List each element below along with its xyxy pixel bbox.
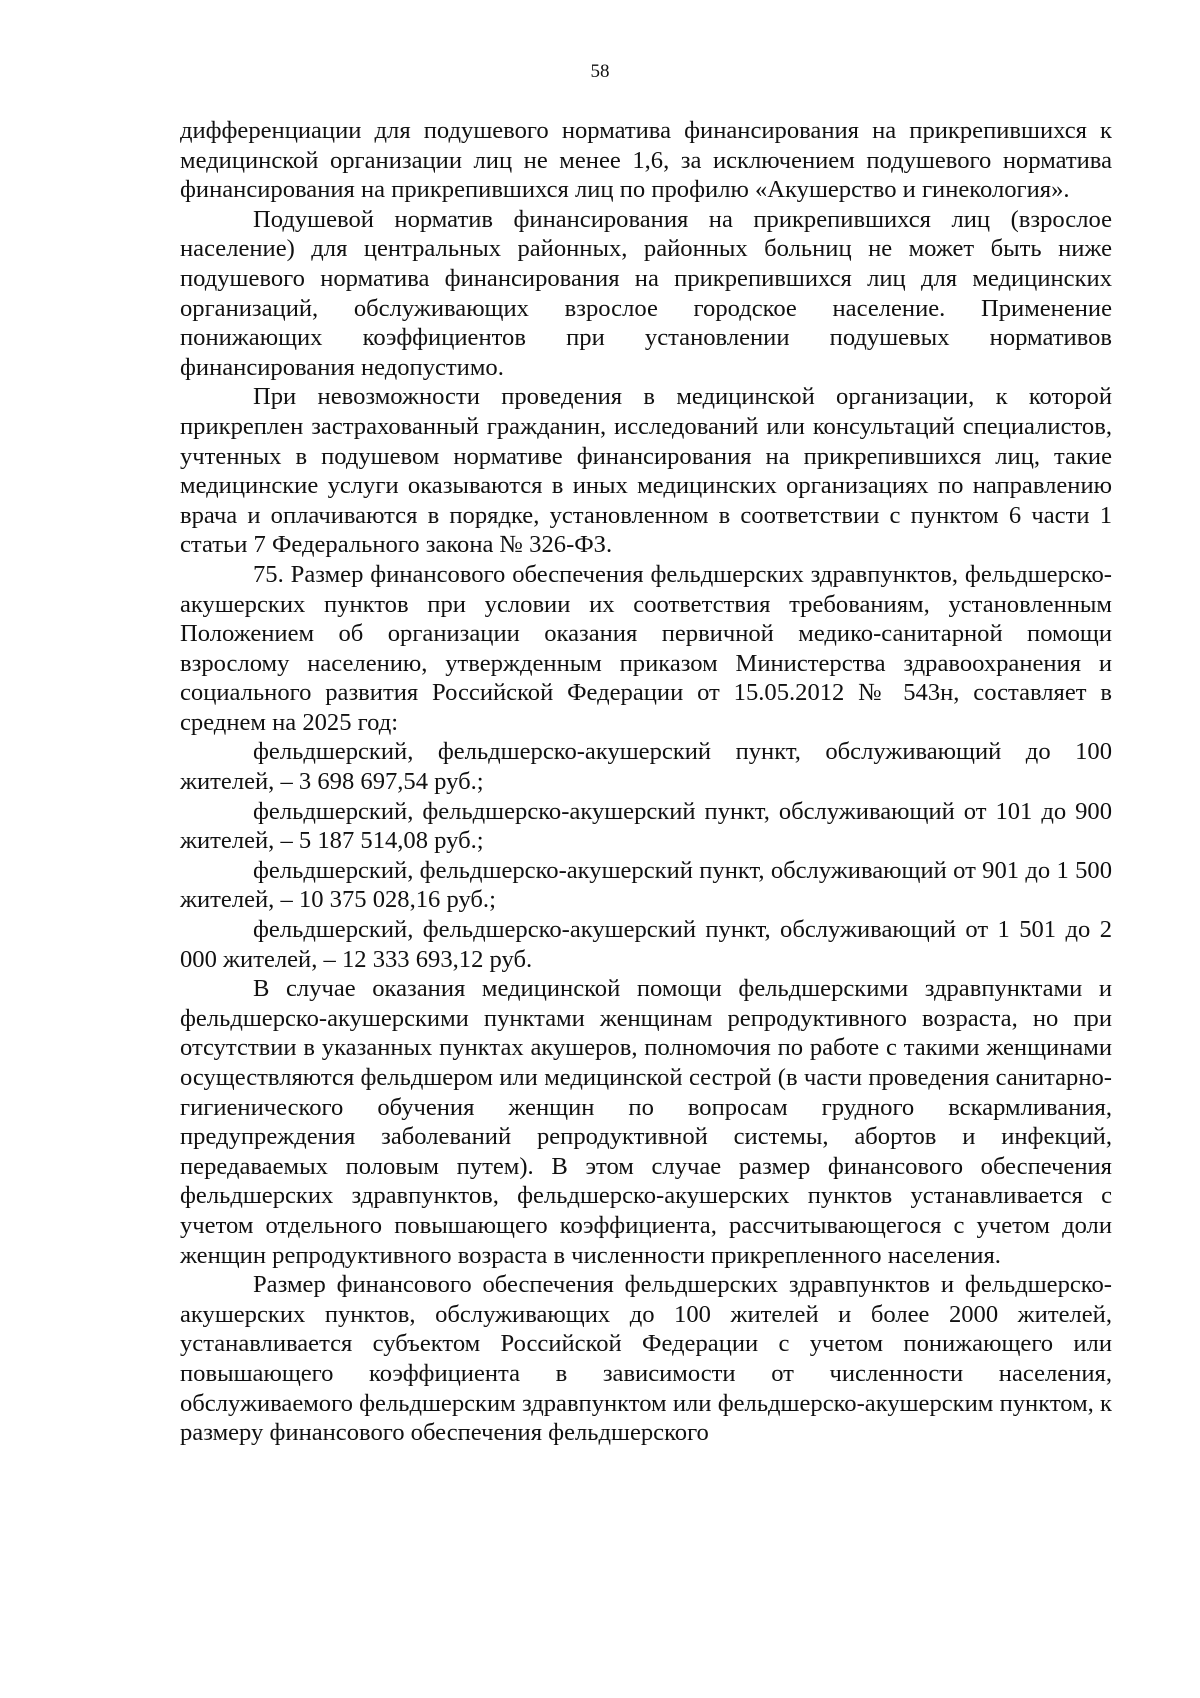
paragraph-item-75: 75. Размер финансового обеспечения фельдшерских здравпунктов, фельдшерско-акушерских пунктов при условии их соответствия требованиям, установленным Положением об организации оказания первичной медико-санитарной помощи взрослому населению, утвержденным приказом Министерства здравоохранения и социального развития Российской Федерации от 15.05.2012 № 543н, составляет в среднем на 2025 год: (180, 560, 1112, 736)
list-item-101-900: фельдшерский, фельдшерско-акушерский пункт, обслуживающий от 101 до 900 жителей, – 5 187 514,08 руб.; (180, 797, 1112, 855)
list-item-901-1500: фельдшерский, фельдшерско-акушерский пункт, обслуживающий от 901 до 1 500 жителей, – 10 375 028,16 руб.; (180, 856, 1112, 914)
paragraph-coefficient: Размер финансового обеспечения фельдшерских здравпунктов и фельдшерско-акушерских пунктов, обслуживающих до 100 жителей и более 2000 жителей, устанавливается субъектом Российской Федерации с учетом понижающего или повышающего коэффициента в зависимости от численности населения, обслуживаемого фельдшерским здравпунктом или фельдшерско-акушерским пунктом, к размеру финансового обеспечения фельдшерского (180, 1271, 1112, 1447)
document-body (180, 116, 1112, 1448)
list-item-1501-2000: фельдшерский, фельдшерско-акушерский пункт, обслуживающий от 1 501 до 2 000 жителей, – 12 333 693,12 руб. (180, 916, 1112, 973)
paragraph-reproductive-age: В случае оказания медицинской помощи фельдшерскими здравпунктами и фельдшерско-акушерскими пунктами женщинам репродуктивного возраста, но при отсутствии в указанных пунктах акушеров, полномочия по работе с такими женщинами осуществляются фельдшером или медицинской сестрой (в части проведения санитарно-гигиенического обучения женщин по вопросам грудного вскармливания, предупреждения заболеваний репродуктивной системы, абортов и инфекций, передаваемых половым путем). В этом случае размер финансового обеспечения фельдшерских здравпунктов, фельдшерско-акушерских пунктов устанавливается с учетом отдельного повышающего коэффициента, рассчитывающегося с учетом доли женщин репродуктивного возраста в численности прикрепленного населения. (180, 975, 1112, 1269)
list-item-up-to-100: фельдшерский, фельдшерско-акушерский пункт, обслуживающий до 100 жителей, – 3 698 697,54 руб.; (180, 738, 1112, 796)
paragraph-capitation-norm: Подушевой норматив финансирования на прикрепившихся лиц (взрослое население) для центральных районных, районных больниц не может быть ниже подушевого норматива финансирования на прикрепившихся лиц для медицинских организаций, обслуживающих взрослое городское население. Применение понижающих коэффициентов при установлении подушевых нормативов финансирования недопустимо. (180, 205, 1112, 381)
page-number: 58 (590, 61, 610, 82)
paragraph-referral: При невозможности проведения в медицинской организации, к которой прикреплен застрахованный гражданин, исследований или консультаций специалистов, учтенных в подушевом нормативе финансирования на прикрепившихся лиц, такие медицинские услуги оказываются в иных медицинских организациях по направлению врача и оплачиваются в порядке, установленном в соответствии с пунктом 6 части 1 статьи 7 Федерального закона № 326-ФЗ. (180, 383, 1112, 559)
paragraph-continuation: дифференциации для подушевого норматива финансирования на прикрепившихся к медицинской организации лиц не менее 1,6, за исключением подушевого норматива финансирования на прикрепившихся лиц по профилю «Акушерство и гинекология». (180, 117, 1112, 204)
